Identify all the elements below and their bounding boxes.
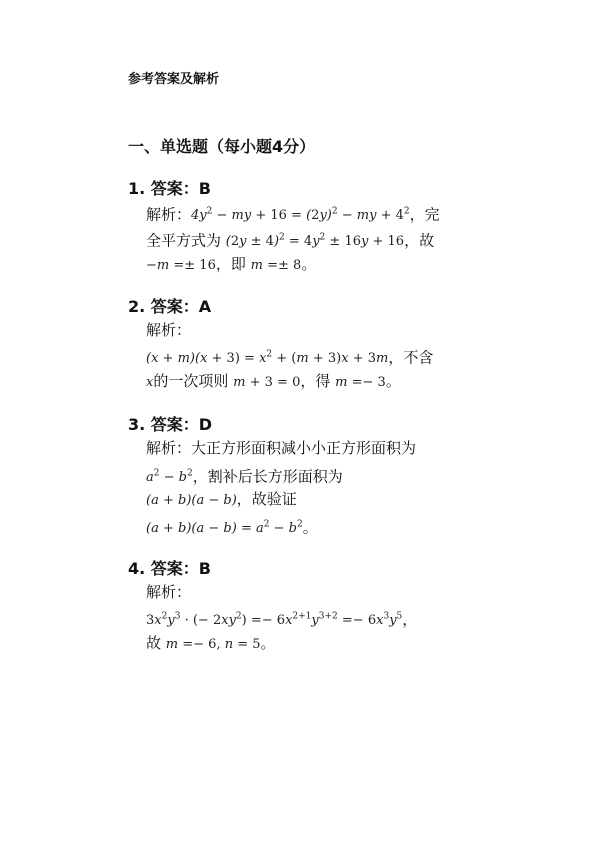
answer-4: 4. 答案：B	[128, 559, 211, 578]
math-expression: m =± 8	[250, 258, 302, 273]
answer-1: 1. 答案：B	[128, 179, 211, 198]
explanation-text: ，故验证	[236, 490, 297, 508]
explanation-text: ，故	[404, 231, 435, 250]
explanation-2-line-3	[146, 371, 401, 393]
explanation-4-line-2	[146, 607, 417, 631]
answer-2: 2. 答案：A	[128, 297, 212, 316]
explanation-text: 故	[146, 634, 162, 652]
math-expression: $(2y \pm 4)^2 = 4y^2 \pm 16y + 16$	[225, 233, 405, 250]
explanation-3-line-1	[146, 438, 416, 458]
math-expression: (a + b)(a − b)	[146, 493, 237, 508]
explanation-text: 解析：	[146, 321, 192, 339]
math-expression: $4y^2$ − my + $16 = (2y)^2$ − my + $4^2$	[191, 207, 410, 224]
math-expression: m + 3 = 0	[233, 375, 301, 390]
explanation-text: ，完	[409, 205, 440, 224]
explanation-3-line-3	[146, 489, 297, 511]
explanation-text: 。	[302, 518, 318, 537]
answer-3: 3. 答案：D	[128, 415, 213, 434]
math-expression: m =− 6, n = 5	[165, 637, 261, 652]
explanation-3-line-4	[146, 515, 318, 539]
explanation-2-line-2	[146, 345, 433, 369]
page-heading: 参考答案及解析	[128, 72, 220, 87]
explanation-text: 全平方式为	[146, 231, 222, 250]
explanation-1-line-1	[146, 202, 440, 226]
math-expression: x	[146, 375, 154, 390]
explanation-text: ，	[402, 610, 418, 629]
explanation-text: 解析：大正方形面积减小小正方形面积为	[146, 439, 417, 457]
explanation-text: 的一次项则	[153, 372, 229, 390]
explanation-1-line-3	[146, 254, 316, 276]
math-expression: $(a + b)(a - b) = a^2 - b^2$	[146, 520, 303, 537]
explanation-text: ，不含	[388, 348, 434, 367]
explanation-text: ，割补后长方形面积为	[192, 467, 343, 486]
explanation-text: ，得	[300, 372, 331, 390]
explanation-2-line-1	[146, 320, 191, 340]
math-expression: $a^2 - b^2$	[146, 469, 193, 486]
explanation-text: 解析：	[146, 583, 192, 601]
explanation-4-line-1	[146, 582, 191, 602]
explanation-text: 。	[260, 634, 276, 652]
explanation-text: 。	[301, 255, 317, 273]
explanation-3-line-2	[146, 464, 343, 488]
explanation-text: 。	[385, 372, 401, 390]
section-title: 一、单选题（每小题4分）	[128, 137, 316, 156]
math-expression: −m =± 16	[146, 258, 216, 273]
math-expression: $(x + m)(x + 3) = x^2 + (m + 3)x + 3m$	[146, 350, 389, 367]
explanation-1-line-2	[146, 228, 434, 252]
explanation-text: 解析：	[146, 205, 192, 224]
explanation-text: ，即	[215, 255, 246, 273]
math-expression: m =− 3	[335, 375, 386, 390]
explanation-4-line-3	[146, 633, 276, 655]
math-expression: $3x^2y^3$ · (− $2xy^2) =- 6x^{2+1}y^{3+2} =- 6x^3y^5$	[146, 612, 403, 629]
